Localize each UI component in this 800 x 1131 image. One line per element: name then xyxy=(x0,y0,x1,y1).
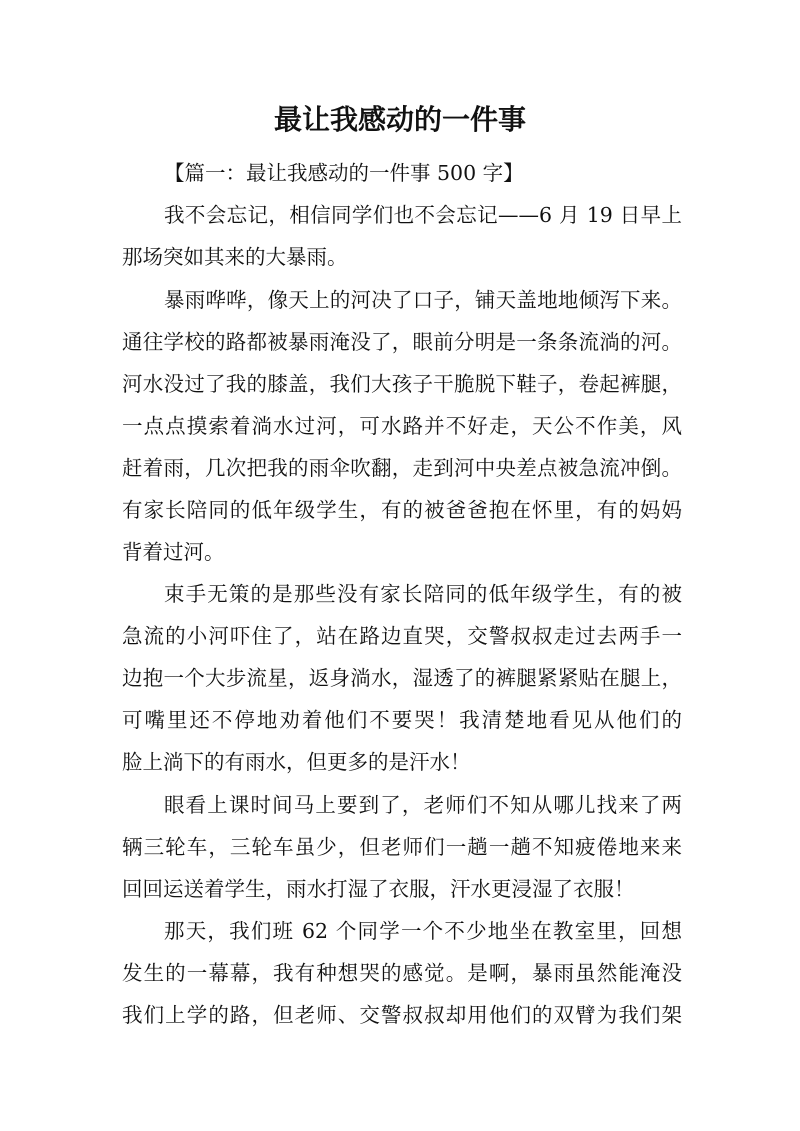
text-line: 急流的小河吓住了，站在路边直哭，交警叔叔走过去两手一 xyxy=(122,624,682,648)
text-line: 我们上学的路，但老师、交警叔叔却用他们的双臂为我们架 xyxy=(122,1003,682,1027)
text-line: 赶着雨，几次把我的雨伞吹翻，走到河中央差点被急流冲倒。 xyxy=(122,456,682,480)
text-line: 背着过河。 xyxy=(122,540,225,564)
text-line: 束手无策的是那些没有家长陪同的低年级学生，有的被 xyxy=(164,582,682,606)
text-line: 眼看上课时间马上要到了，老师们不知从哪儿找来了两 xyxy=(164,793,682,817)
section-heading: 【篇一：最让我感动的一件事 500 字】 xyxy=(164,161,524,185)
text-line: 可嘴里还不停地劝着他们不要哭！我清楚地看见从他们的 xyxy=(122,708,682,732)
text-line: 那天，我们班 62 个同学一个不少地坐在教室里，回想 xyxy=(164,919,682,943)
text-line: 辆三轮车，三轮车虽少，但老师们一趟一趟不知疲倦地来来 xyxy=(122,835,682,859)
text-line: 边抱一个大步流星，返身淌水，湿透了的裤腿紧紧贴在腿上， xyxy=(122,666,682,690)
text-line: 我不会忘记，相信同学们也不会忘记——6 月 19 日早上 xyxy=(164,203,682,227)
text-line: 河水没过了我的膝盖，我们大孩子干脆脱下鞋子，卷起裤腿， xyxy=(122,372,682,396)
text-line: 回回运送着学生，雨水打湿了衣服，汗水更浸湿了衣服！ xyxy=(122,877,635,901)
text-line: 暴雨哗哗，像天上的河决了口子，铺天盖地地倾泻下来。 xyxy=(164,288,682,312)
text-line: 有家长陪同的低年级学生，有的被爸爸抱在怀里，有的妈妈 xyxy=(122,498,682,522)
text-line: 发生的一幕幕，我有种想哭的感觉。是啊，暴雨虽然能淹没 xyxy=(122,961,682,985)
text-line: 通往学校的路都被暴雨淹没了，眼前分明是一条条流淌的河。 xyxy=(122,330,682,354)
text-line: 脸上淌下的有雨水，但更多的是汗水！ xyxy=(122,750,471,774)
document-title: 最让我感动的一件事 xyxy=(273,103,526,136)
text-line: 那场突如其来的大暴雨。 xyxy=(122,245,348,269)
text-line: 一点点摸索着淌水过河，可水路并不好走，天公不作美，风 xyxy=(122,414,682,438)
